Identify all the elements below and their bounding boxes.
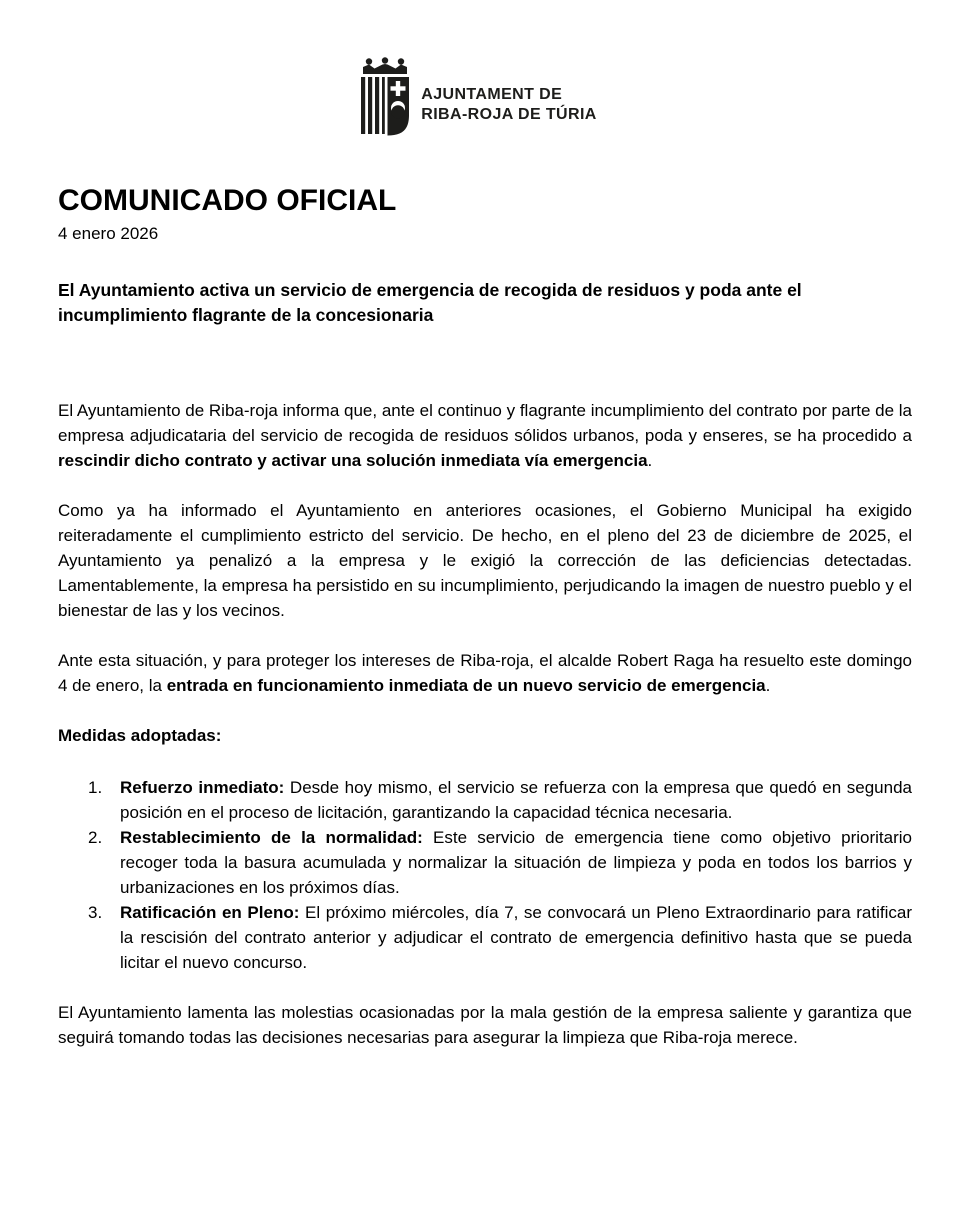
paragraph-text: Ante esta situación, y para proteger los intereses de Riba-roja, el alcalde Robert Raga ha resuelto este domingo 4 de enero, la xyxy=(58,651,912,695)
document-body xyxy=(58,398,912,1050)
paragraph-text: . xyxy=(647,451,653,470)
paragraph-contract-rescission xyxy=(58,398,912,473)
paragraph-bold-text: rescindir dicho contrato y activar una solución inmediata vía emergencia xyxy=(58,451,648,470)
list-item-number: 2. xyxy=(88,828,103,847)
paragraph-bold-text: entrada en funcionamiento inmediata de un nuevo servicio de emergencia xyxy=(166,676,766,695)
org-name xyxy=(421,71,597,125)
paragraph-closing: El Ayuntamiento lamenta las molestias ocasionadas por la mala gestión de la empresa saliente y garantiza que seguirá tomando todas las decisiones necesarias para asegurar la limpieza que Riba-roja merece. xyxy=(58,1003,912,1047)
list-item-text xyxy=(120,900,912,975)
org-logo xyxy=(58,57,898,139)
list-item-lead: Ratificación en Pleno: xyxy=(120,903,300,922)
coat-of-arms-icon xyxy=(359,57,411,139)
list-item-lead: Refuerzo inmediato: xyxy=(120,778,285,797)
list-item-lead: Restablecimiento de la normalidad: xyxy=(120,828,423,847)
document-title: COMUNICADO OFICIAL xyxy=(58,184,397,217)
list-item-text xyxy=(120,775,912,825)
paragraph-text: El Ayuntamiento de Riba-roja informa que, ante el continuo y flagrante incumplimiento del contrato por parte de la empresa adjudicataria del servicio de recogida de residuos sólidos urbanos, poda y enseres, se ha procedido a xyxy=(58,401,912,445)
list-item-body: El próximo miércoles, día 7, se convocará un Pleno Extraordinario para ratificar la rescisión del contrato anterior y adjudicar el contrato de emergencia definitivo hasta que se pueda licitar el nuevo concurso. xyxy=(120,903,912,972)
list-item-body: Desde hoy mismo, el servicio se refuerza con la empresa que quedó en segunda posición en el proceso de licitación, garantizando la capacidad técnica necesaria. xyxy=(120,778,912,822)
list-item-number: 3. xyxy=(88,903,103,922)
list-item-number: 1. xyxy=(88,778,103,797)
list-item-measure-2 xyxy=(58,825,912,900)
org-name-line2: RIBA-ROJA DE TÚRIA xyxy=(421,106,597,123)
org-name-line1: AJUNTAMENT DE xyxy=(421,86,563,103)
measures-list xyxy=(58,775,912,975)
paragraph-text: . xyxy=(765,676,771,695)
paragraph-prior-warnings: Como ya ha informado el Ayuntamiento en anteriores ocasiones, el Gobierno Municipal ha exigido reiteradamente el cumplimiento estricto del servicio. De hecho, en el pleno del 23 de diciembre de 2025, el Ayuntamiento ya penalizó a la empresa y le exigió la corrección de las deficiencias detectadas. Lamentablemente, la empresa ha persistido en su incumplimiento, perjudicando la imagen de nuestro pueblo y el bienestar de las y los vecinos. xyxy=(58,501,912,620)
measures-heading: Medidas adoptadas: xyxy=(58,726,222,745)
list-item-measure-3 xyxy=(58,900,912,975)
document-headline: El Ayuntamiento activa un servicio de emergencia de recogida de residuos y poda ante el incumplimiento flagrante de la concesionaria xyxy=(58,280,802,325)
paragraph-mayor-decision xyxy=(58,648,912,698)
document-date: 4 enero 2026 xyxy=(58,224,159,243)
list-item-text xyxy=(120,825,912,900)
list-item-body: Este servicio de emergencia tiene como objetivo prioritario recoger toda la basura acumulada y normalizar la situación de limpieza y poda en todos los barrios y urbanizaciones en los próximos días. xyxy=(120,828,912,897)
list-item-measure-1 xyxy=(58,775,912,825)
